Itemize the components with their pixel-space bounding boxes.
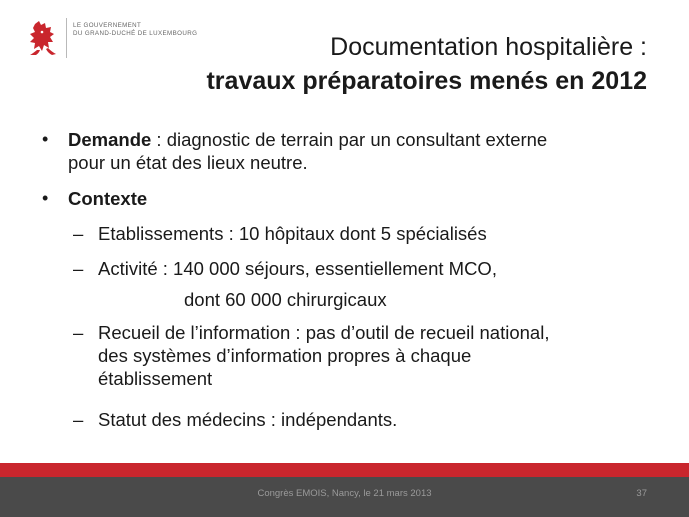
demande-text-line2: pour un état des lieux neutre. <box>68 152 308 173</box>
footer-red-band <box>0 463 689 477</box>
recueil-line1: Recueil de l’information : pas d’outil de recueil national, <box>98 322 550 343</box>
government-line1: LE GOUVERNEMENT <box>73 22 142 29</box>
demande-label: Demande <box>68 129 152 150</box>
dash-marker: – <box>73 409 84 430</box>
dash-marker: – <box>73 258 84 279</box>
recueil-line2: des systèmes d’information propres à chaque <box>98 345 472 366</box>
contexte-label: Contexte <box>68 188 148 209</box>
recueil-line3: établissement <box>98 368 213 389</box>
demande-text: : diagnostic de terrain par un consultant externe <box>151 129 548 150</box>
government-line2: DU GRAND-DUCHÉ DE LUXEMBOURG <box>73 30 198 37</box>
dash-marker: – <box>73 322 84 343</box>
slide-title-line1: Documentation hospitalière : <box>330 33 647 61</box>
sub-bullet-statut: Statut des médecins : indépendants. <box>98 409 398 430</box>
page-number: 37 <box>636 488 647 499</box>
dash-marker: – <box>73 223 84 244</box>
bullet-contexte <box>68 187 638 210</box>
sub-bullet-activite-line2: dont 60 000 chirurgicaux <box>184 289 387 310</box>
bullet-marker: • <box>42 188 49 208</box>
slide-title-line2: travaux préparatoires menés en 2012 <box>206 67 647 95</box>
slide-title <box>206 30 647 98</box>
sub-bullet-recueil <box>98 321 638 390</box>
sub-bullet-activite: Activité : 140 000 séjours, essentiellement MCO, <box>98 258 497 279</box>
luxembourg-lion-icon <box>28 20 58 56</box>
bullet-demande <box>68 128 638 174</box>
government-label <box>73 22 197 38</box>
bullet-marker: • <box>42 129 49 149</box>
footer-text: Congrès EMOIS, Nancy, le 21 mars 2013 <box>257 488 432 499</box>
sub-bullet-etablissements: Etablissements : 10 hôpitaux dont 5 spécialisés <box>98 223 487 244</box>
header-divider <box>66 18 67 58</box>
